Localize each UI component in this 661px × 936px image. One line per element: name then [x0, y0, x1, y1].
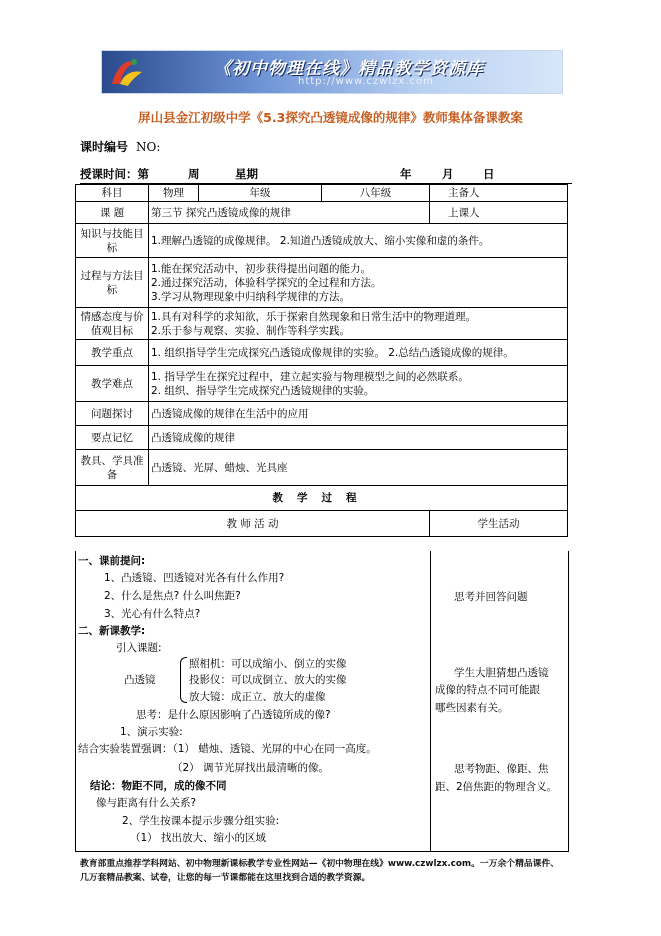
process-value: [149, 258, 568, 308]
knowledge-label: 知识与技能目标: [76, 224, 149, 258]
demo-heading: 1、演示实验:: [120, 726, 183, 738]
teacher-activity-header: 教 师 活 动: [76, 511, 430, 537]
inquiry-label: 问题探讨: [76, 402, 149, 426]
emotion-line: 2.乐于参与观察、实验、制作等科学实践。: [151, 324, 351, 337]
teaching-time-year: 年: [400, 167, 412, 181]
lesson-number: [80, 138, 160, 155]
inquiry-value: 凸透镜成像的规律在生活中的应用: [149, 402, 568, 426]
bullet-camera: 照相机：可以成缩小、倒立的实像: [189, 658, 347, 670]
process-line: 3.学习从物理现象中归纳科学规律的方法。: [151, 290, 351, 303]
memory-value: 凸透镜成像的规律: [149, 426, 568, 450]
new-lesson-heading: 二、新课教学:: [78, 625, 146, 637]
lens-label: 凸透镜: [124, 674, 156, 686]
difficulty-value: [149, 366, 568, 402]
bullet-projector: 投影仪：可以成倒立、放大的实像: [189, 674, 347, 686]
emotion-value: [149, 308, 568, 340]
process-label: 过程与方法目标: [76, 258, 149, 308]
teaching-time-day: 日: [483, 167, 495, 181]
subject-label: 科目: [76, 185, 149, 202]
knowledge-value: 1.理解凸透镜的成像规律。 2.知道凸透镜成放大、缩小实像和虚的条件。: [149, 224, 568, 258]
brace-icon: [180, 657, 187, 703]
question-1: 1、凸透镜、凹透镜对光各有什么作用?: [104, 572, 285, 584]
footer-line: 几万套精品教案、试卷，让您的每一节课都能在这里找到合适的教学资源。: [80, 873, 371, 883]
student-activity-header: 学生活动: [430, 511, 568, 537]
tools-label: 教具、学具准备: [76, 450, 149, 486]
emotion-label: 情感态度与价值观目标: [76, 308, 149, 340]
student-think-2: 距、2倍焦距的物理含义。: [435, 781, 558, 793]
conclusion: 结论：物距不同，成的像不同: [90, 780, 227, 792]
footer-note: [80, 857, 590, 885]
demo-step-2: （2） 调节光屏找出最清晰的像。: [172, 762, 330, 774]
memory-label: 要点记忆: [76, 426, 149, 450]
site-banner: [101, 50, 563, 94]
subject-value: 物理: [149, 185, 199, 202]
grade-label: 年级: [199, 185, 322, 202]
group-experiment: 2、学生按课本提示步骤分组实验:: [122, 815, 280, 827]
grade-value: 八年级: [322, 185, 430, 202]
column-divider: [430, 551, 431, 851]
teaching-process-body: [75, 551, 569, 852]
key-point-label: 教学重点: [76, 340, 149, 366]
student-think-1: 思考物距、像距、焦: [454, 763, 549, 775]
difficulty-label: 教学难点: [76, 366, 149, 402]
question-3: 3、光心有什么特点?: [104, 608, 201, 620]
preparer-cell: [430, 185, 568, 202]
site-logo-icon: [106, 54, 146, 90]
tools-value: 凸透镜、光屏、蜡烛、光具座: [149, 450, 568, 486]
student-guess-3: 哪些因素有关。: [435, 702, 509, 714]
difficulty-line: 2. 组织、指导学生完成探究凸透镜规律的实验。: [151, 384, 375, 397]
banner-url[interactable]: http://www.czwlzx.com: [298, 76, 434, 87]
teacher-label: 上课人: [448, 206, 480, 219]
question-2: 2、什么是焦点? 什么叫焦距?: [104, 590, 241, 602]
process-line: 2.通过探究活动，体验科学探究的全过程和方法。: [151, 276, 382, 289]
intro-label: 引入课题:: [116, 642, 162, 654]
student-answer: 思考并回答问题: [454, 591, 528, 603]
pre-class-heading: 一、课前提问:: [78, 555, 146, 567]
demo-step-1: 结合实验装置强调：（1） 蜡烛、透镜、光屏的中心在同一高度。: [78, 743, 377, 755]
student-guess-2: 成像的特点不同可能跟: [435, 684, 540, 696]
process-line: 1.能在探究活动中，初步获得提出问题的能力。: [151, 262, 372, 275]
student-guess-1: 学生大胆猜想凸透镜: [454, 667, 549, 679]
lesson-number-label: 课时编号: [80, 140, 129, 154]
find-region: （1） 找出放大、缩小的区域: [130, 832, 267, 844]
banner-title: 《初中物理在线》精品教学资源库: [214, 59, 484, 79]
teaching-time-week: 周: [188, 167, 200, 181]
topic-value: 第三节 探究凸透镜成像的规律: [149, 202, 430, 224]
relation-question: 像与距离有什么关系?: [96, 797, 197, 809]
section-title: 教学过程: [76, 486, 568, 511]
lesson-plan-table: [75, 184, 568, 537]
teaching-time-label: 授课时间：第: [80, 167, 149, 181]
teaching-time-row: [80, 166, 572, 184]
document-title: 屏山县金江初级中学《5.3探究凸透镜成像的规律》教师集体备课教案: [138, 110, 523, 125]
preparer-label: 主备人: [448, 187, 480, 199]
teaching-time-weekday: 星期: [235, 167, 258, 181]
key-point-value: 1. 组织指导学生完成探究凸透镜成像规律的实验。 2.总结凸透镜成像的规律。: [149, 340, 568, 366]
teacher-cell: [430, 202, 568, 224]
bullet-magnifier: 放大镜：成正立、放大的虚像: [189, 691, 326, 703]
footer-line: 教育部重点推荐学科网站、初中物理新课标教学专业性网站—《初中物理在线》www.czwlzx.com。一万余个精品课件、: [80, 859, 560, 869]
emotion-line: 1.具有对科学的求知欲，乐于探索自然现象和日常生活中的物理道理。: [151, 310, 477, 323]
difficulty-line: 1. 指导学生在探究过程中，建立起实验与物理模型之间的必然联系。: [151, 370, 469, 383]
lesson-number-value: NO:: [136, 140, 161, 154]
topic-label: 课 题: [76, 202, 149, 224]
teaching-time-month: 月: [442, 167, 454, 181]
think-question: 思考：是什么原因影响了凸透镜所成的像?: [136, 709, 331, 721]
